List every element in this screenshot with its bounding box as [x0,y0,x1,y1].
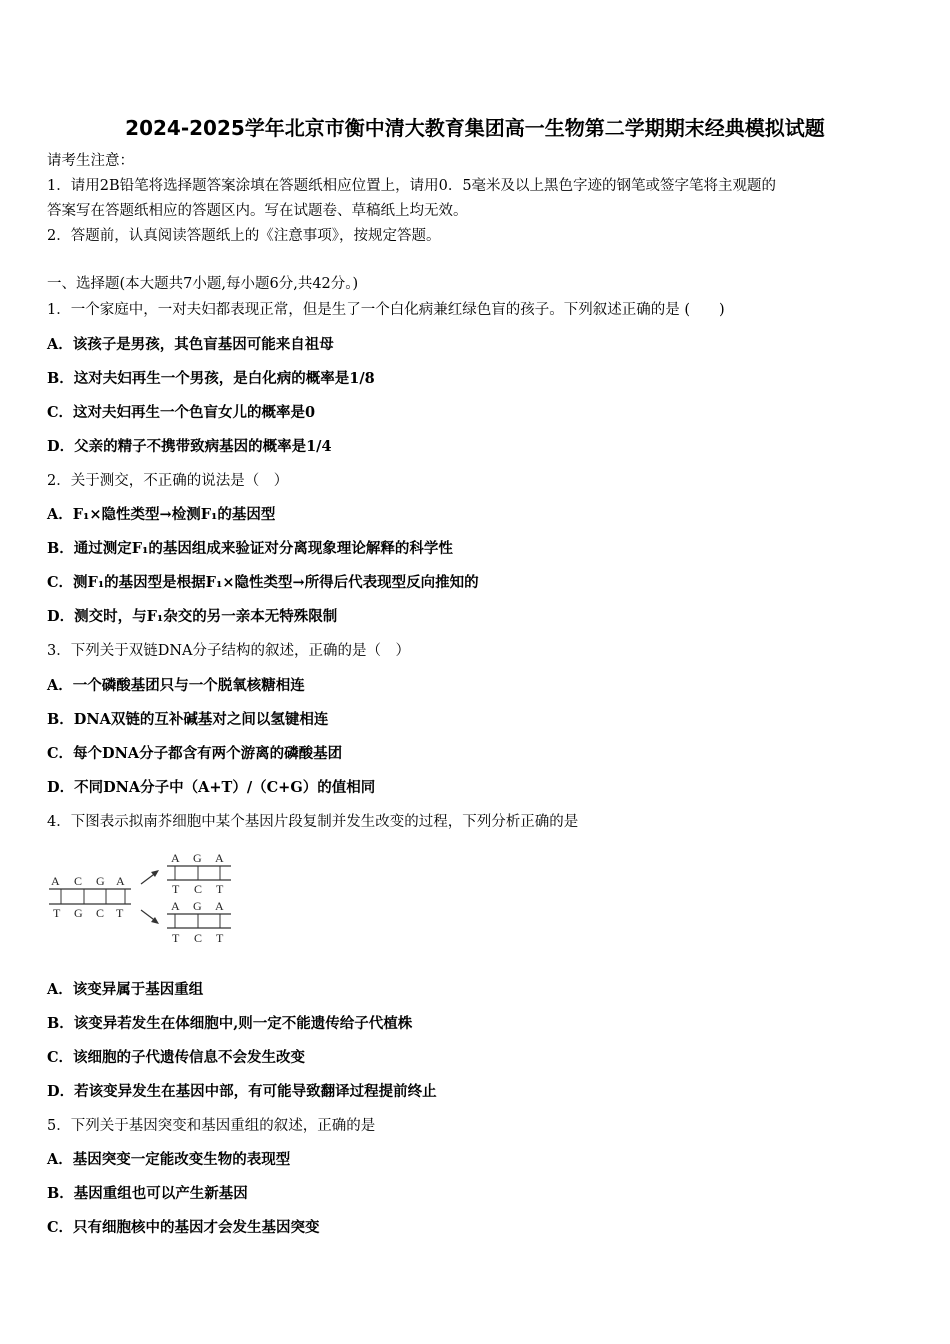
question-5-stem: 5．下列关于基因突变和基因重组的叙述，正确的是 [47,1118,376,1134]
notice-item-2: 2．答题前，认真阅读答题纸上的《注意事项》，按规定答题。 [47,228,441,244]
left-top-base-2: C [74,874,83,888]
right1-bottom-base-3: T [216,882,224,896]
left-bottom-base-2: G [74,906,83,920]
question-3-option-a[interactable]: A．一个磷酸基团只与一个脱氧核糖相连 [47,677,305,694]
right1-top-base-1: A [171,851,180,865]
question-4-stem: 4．下图表示拟南芥细胞中某个基因片段复制并发生改变的过程，下列分析正确的是 [47,814,579,830]
question-4-option-a[interactable]: A．该变异属于基因重组 [47,981,204,998]
left-bottom-base-1: T [53,906,61,920]
question-4-option-c[interactable]: C．该细胞的子代遗传信息不会发生改变 [47,1049,306,1066]
replication-arrows [141,870,159,924]
notice-item-1-cont: 答案写在答题纸相应的答题区内。写在试题卷、草稿纸上均无效。 [47,203,468,219]
question-2-option-d[interactable]: D．测交时，与F₁杂交的另一亲本无特殊限制 [47,608,338,625]
question-4-option-b[interactable]: B．该变异若发生在体细胞中,则一定不能遗传给子代植株 [47,1015,413,1032]
right1-bottom-base-2: C [194,882,203,896]
right-upper-dna-strand [167,851,231,896]
question-5-option-c[interactable]: C．只有细胞核中的基因才会发生基因突变 [47,1219,320,1236]
notice-item-1: 1．请用2B铅笔将选择题答案涂填在答题纸相应位置上，请用0．5毫米及以上黑色字迹的钢笔或签字笔将主观题的 [47,178,777,194]
left-bottom-base-4: T [116,906,124,920]
left-top-base-4: A [116,874,125,888]
question-2-option-a[interactable]: A．F₁×隐性类型→检测F₁的基因型 [47,506,276,523]
right2-bottom-base-2: C [194,931,203,945]
right2-top-base-3: A [215,899,224,913]
question-2-option-b[interactable]: B．通过测定F₁的基因组成来验证对分离现象理论解释的科学性 [47,540,453,557]
left-bottom-base-3: C [96,906,105,920]
question-2-option-c[interactable]: C．测F₁的基因型是根据F₁×隐性类型→所得后代表现型反向推知的 [47,574,479,591]
right1-top-base-3: A [215,851,224,865]
right2-bottom-base-1: T [172,931,180,945]
question-3-option-b[interactable]: B．DNA双链的互补碱基对之间以氢键相连 [47,711,329,728]
question-1-option-d[interactable]: D．父亲的精子不携带致病基因的概率是1/4 [47,438,332,455]
question-5-option-b[interactable]: B．基因重组也可以产生新基因 [47,1185,248,1202]
question-3-option-d[interactable]: D．不同DNA分子中（A+T）/（C+G）的值相同 [47,779,376,796]
question-4-option-d[interactable]: D．若该变异发生在基因中部，有可能导致翻译过程提前终止 [47,1083,437,1100]
question-2-stem: 2．关于测交，不正确的说法是（ ） [47,473,289,489]
right2-top-base-1: A [171,899,180,913]
right1-bottom-base-1: T [172,882,180,896]
section-heading: 一、选择题(本大题共7小题,每小题6分,共42分。) [47,276,359,292]
right2-top-base-2: G [193,899,202,913]
question-3-stem: 3．下列关于双链DNA分子结构的叙述，正确的是（ ） [47,643,411,659]
left-top-base-1: A [51,874,60,888]
left-top-base-3: G [96,874,105,888]
page-title: 2024-2025学年北京市衡中清大教育集团高一生物第二学期期末经典模拟试题 [125,116,825,140]
right2-bottom-base-3: T [216,931,224,945]
right1-top-base-2: G [193,851,202,865]
notice-heading: 请考生注意： [47,153,134,169]
question-1-option-b[interactable]: B．这对夫妇再生一个男孩，是白化病的概率是1/8 [47,370,375,387]
question-5-option-a[interactable]: A．基因突变一定能改变生物的表现型 [47,1151,291,1168]
right-lower-dna-strand [167,899,231,945]
question-1-option-a[interactable]: A．该孩子是男孩，其色盲基因可能来自祖母 [47,336,334,353]
question-3-option-c[interactable]: C．每个DNA分子都含有两个游离的磷酸基团 [47,745,343,762]
left-dna-strand [49,874,131,920]
question-1-stem: 1．一个家庭中，一对夫妇都表现正常，但是生了一个白化病兼红绿色盲的孩子。下列叙述正确的是 ( ) [47,302,725,318]
dna-replication-figure [45,850,245,950]
question-1-option-c[interactable]: C．这对夫妇再生一个色盲女儿的概率是0 [47,404,316,421]
